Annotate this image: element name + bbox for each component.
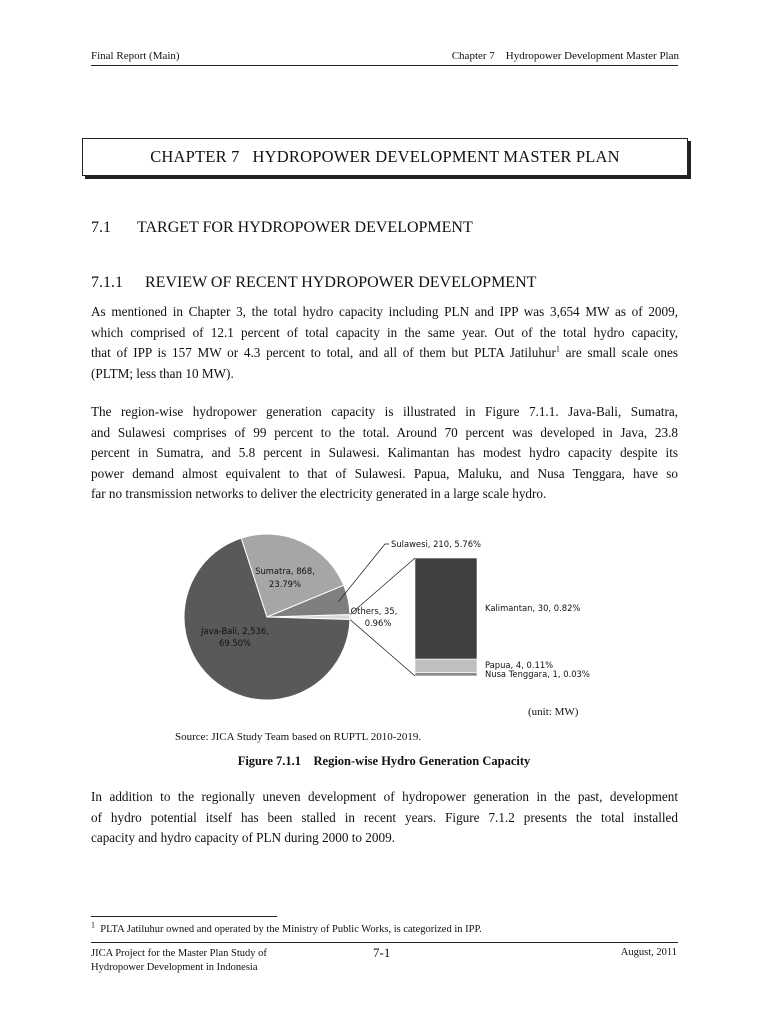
paragraph-line: The region-wise hydropower generation capacity is illustrated in Figure 7.1.1. Java-Bali, Sumatra, <box>91 404 678 419</box>
label-nusa-tenggara: Nusa Tenggara, 1, 0.03% <box>485 669 590 679</box>
unit-label: (unit: MW) <box>528 706 579 718</box>
label-java-bali-percent: 69.50% <box>219 638 251 648</box>
subsection-title: REVIEW OF RECENT HYDROPOWER DEVELOPMENT <box>145 274 537 291</box>
section-heading <box>91 219 473 237</box>
paragraph-line: far no transmission networks to deliver the electricity generated in a large scale hydro. <box>91 486 547 501</box>
page-number: 7-1 <box>373 945 391 960</box>
paragraph-line: power demand almost equivalent to that of Sulawesi. Papua, Maluku, and Nusa Tenggara, have so <box>91 465 678 481</box>
subsection-number: 7.1.1 <box>91 274 123 291</box>
label-papua: Papua, 4, 0.11% <box>485 660 554 670</box>
footer-project-line: JICA Project for the Master Plan Study of <box>91 948 267 959</box>
label-kalimantan: Kalimantan, 30, 0.82% <box>485 603 581 613</box>
section-title: TARGET FOR HYDROPOWER DEVELOPMENT <box>137 219 473 236</box>
text-run: that of IPP is 157 MW or 4.3 percent to total, and all of them but PLTA Jatiluhur <box>91 345 556 360</box>
region-hydro-chart <box>180 530 620 700</box>
paragraph-line: percent in Sumatra, and 5.8 percent in Sulawesi. Kalimantan has modest hydro capacity despite its <box>91 445 678 460</box>
figure-caption: Figure 7.1.1 Region-wise Hydro Generation Capacity <box>237 754 531 768</box>
label-others-percent: 0.96% <box>364 618 392 628</box>
footer-date: August, 2011 <box>620 947 677 958</box>
label-sumatra: Sumatra, 868, <box>255 566 315 576</box>
chapter-title-box <box>82 138 688 176</box>
bar-segment-papua <box>415 659 477 672</box>
paragraph-3 <box>91 787 678 849</box>
paragraph-line: which comprised of 12.1 percent of total capacity in the same year. Out of the total hydro capacity, <box>91 324 678 340</box>
paragraph-line <box>91 343 678 364</box>
footnote <box>91 920 482 935</box>
bar-segment-kalimantan <box>415 558 477 659</box>
subsection-heading <box>91 274 536 292</box>
paragraph-line: In addition to the regionally uneven development of hydropower generation in the past, development <box>91 789 678 804</box>
running-header-left: Final Report (Main) <box>91 50 180 62</box>
paragraph-line: of hydro potential itself has been stalled in recent years. Figure 7.1.2 presents the total installed <box>91 809 678 825</box>
pie-of-bar-chart <box>180 530 620 700</box>
label-sulawesi: Sulawesi, 210, 5.76% <box>391 539 482 549</box>
paragraph-line: As mentioned in Chapter 3, the total hydro capacity including PLN and IPP was 3,654 MW as of 2009, <box>91 304 678 319</box>
footnote-number: 1 <box>91 920 95 930</box>
header-rule <box>91 65 678 66</box>
footnote-rule <box>91 916 277 917</box>
footer-project <box>91 947 267 974</box>
paragraph-line: and Sulawesi comprises of 99 percent to the total. Around 70 percent was developed in Java, 23.8 <box>91 424 678 440</box>
label-sumatra-percent: 23.79% <box>269 579 301 589</box>
paragraph-line: capacity and hydro capacity of PLN during 2000 to 2009. <box>91 830 395 845</box>
footnote-ref: 1 <box>555 344 560 354</box>
label-java-bali: Java-Bali, 2,536, <box>201 626 269 636</box>
running-header-right: Chapter 7 Hydropower Development Master Plan <box>451 50 679 62</box>
label-others: Others, 35, <box>350 606 398 616</box>
paragraph-1 <box>91 302 678 384</box>
footer-project-line: Hydropower Development in Indonesia <box>91 961 258 973</box>
paragraph-2 <box>91 402 678 505</box>
chapter-title: CHAPTER 7 HYDROPOWER DEVELOPMENT MASTER PLAN <box>150 147 620 166</box>
footnote-text: PLTA Jatiluhur owned and operated by the Ministry of Public Works, is categorized in IPP. <box>100 924 482 935</box>
text-run: are small scale ones <box>559 345 679 360</box>
bar-segment-nusa-tenggara <box>415 673 477 676</box>
figure-source: Source: JICA Study Team based on RUPTL 2010-2019. <box>175 731 422 743</box>
section-number: 7.1 <box>91 219 111 236</box>
paragraph-line: (PLTM; less than 10 MW). <box>91 365 234 381</box>
footer-rule <box>91 942 678 943</box>
